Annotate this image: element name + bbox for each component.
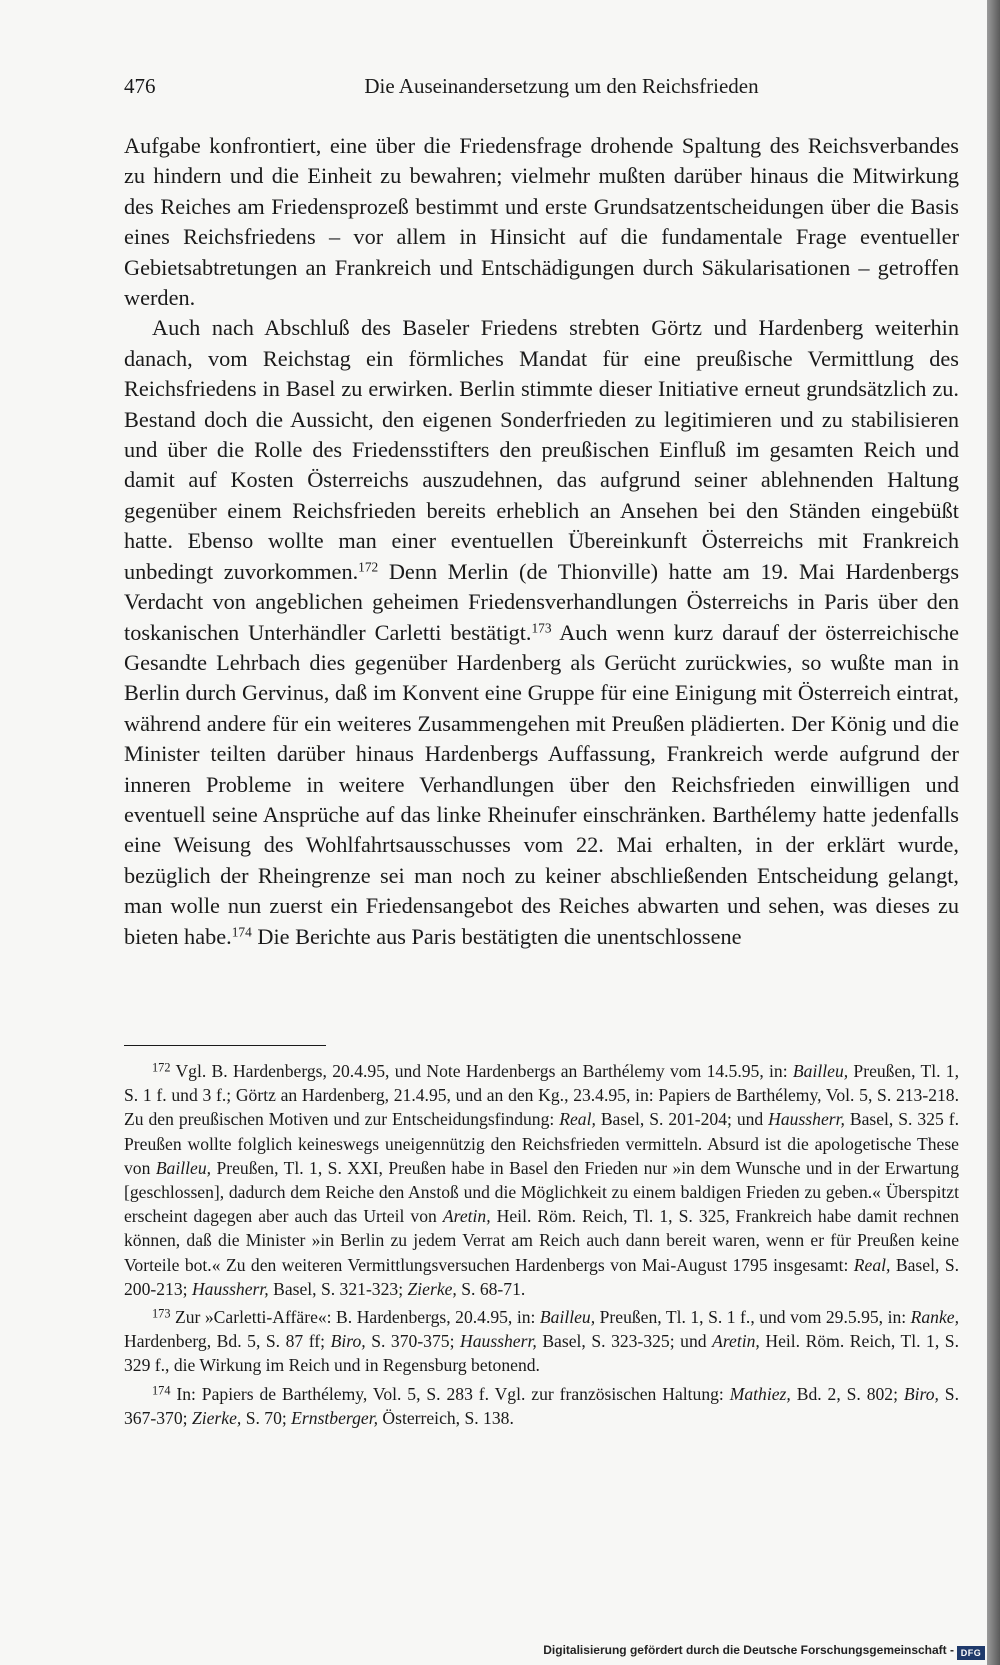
footnote-text: Preußen, Tl. 1, S. XXI, Preußen habe in Basel den Frieden nur »in dem Wunsche und in der Erwartung [geschlossen], dadurch dem Reiche den Anstoß und die Möglichkeit zu einem baldigen Frieden zu geben.« Überspitzt erscheint dagegen aber auch das Urteil von — [124, 1157, 959, 1227]
author-name: Real, — [559, 1109, 596, 1130]
paragraph-2-part-d: Die Berichte aus Paris bestätigten die unentschlossene — [251, 923, 742, 949]
footnote-text: S. 68-71. — [456, 1278, 526, 1299]
footnote-text: Heil. Röm. Reich, Tl. 1, S. 325, Frankreich habe damit rechnen können, daß die Minister »in Berlin zu jedem Verrat am Reich auch dann bereit waren, wenn er für Preußen keine Vorteile bot.« Zu den weiteren Vermittlungsversuchen Hardenbergs von Mai-August 1795 insgesamt: — [124, 1206, 959, 1275]
author-name: Mathiez, — [729, 1383, 791, 1404]
running-title: Die Auseinandersetzung um den Reichsfrieden — [364, 74, 759, 98]
footnote-text: Preußen, Tl. 1, S. 1 f. und 3 f.; Görtz an Hardenberg, 21.4.95, und an den Kg., 23.4.95, in: Papiers de Barthélemy, Vol. 5, S. 213-218. Zu den preußischen Motiven und zur Entscheidungsfindung: — [124, 1061, 959, 1130]
author-name: Zierke, — [191, 1407, 242, 1428]
footnote-text: S. 70; — [241, 1407, 292, 1428]
footnote-text: In: Papiers de Barthélemy, Vol. 5, S. 283 f. Vgl. zur französischen Haltung: — [170, 1383, 730, 1404]
page-edge-shadow — [987, 0, 1000, 1665]
footnote-text: Basel, S. 200-213; — [124, 1254, 959, 1299]
author-name: Bailleu, — [539, 1307, 596, 1328]
footnote-text: S. 367-370; — [124, 1383, 959, 1428]
author-name: Aretin, — [442, 1206, 491, 1227]
footnote-number: 173 — [152, 1306, 171, 1321]
author-name: Real, — [853, 1254, 891, 1275]
paragraph-1: Aufgabe konfrontiert, eine über die Friedensfrage drohende Spaltung des Reichsverbandes zu hindern und die Einheit zu bewahren; vielmehr mußten darüber hinaus die Mitwirkung des Reiches am Friedensprozeß bestimmt und erste Grundsatzentscheidungen über die Basis eines Reichsfriedens – vor allem in Hinsicht auf die fundamentale Frage eventueller Gebietsabtretungen an Frankreich und Entschädigungen durch Säkularisationen – getroffen werden. — [124, 133, 959, 311]
footnote-ref-172[interactable]: 172 — [358, 559, 379, 575]
paragraph-2-part-a: Auch nach Abschluß des Baseler Friedens strebten Görtz und Hardenberg weiterhin danach, vom Reichstag ein förmliches Mandat für eine preußische Vermittlung des Reichsfriedens in Basel zu erwirken. Berlin stimmte dieser Initiative erneut grundsätzlich zu. Bestand doch die Aussicht, den eigenen Sonderfrieden zu legitimieren und zu stabilisieren und über die Rolle des Friedensstifters den preußischen Einfluß im gesamten Reich und damit auf Kosten Österreichs auszudehnen, das aufgrund seiner ablehnenden Haltung gegenüber einem Reichsfrieden bereits erheblich an Ansehen bei den Ständen eingebüßt hatte. Ebenso wollte man einer eventuellen Übereinkunft Österreichs mit Frankreich unbedingt zuvorkommen. — [124, 315, 959, 584]
footnote-text: Vgl. B. Hardenbergs, 20.4.95, und Note Hardenbergs an Barthélemy vom 14.5.95, in: — [170, 1061, 793, 1081]
author-name: Zierke, — [407, 1278, 457, 1299]
footnote-number: 172 — [152, 1060, 171, 1075]
dfg-logo: DFG — [957, 1646, 985, 1660]
author-name: Bailleu, — [155, 1157, 212, 1178]
footnote-ref-173[interactable]: 173 — [531, 620, 552, 636]
footnote-text: Heil. Röm. Reich, Tl. 1, S. 329 f., die Wirkung im Reich und in Regensburg betonend. — [124, 1331, 959, 1376]
main-text — [124, 131, 959, 952]
footnote-number: 174 — [152, 1383, 171, 1398]
footnote-divider — [124, 1045, 326, 1046]
footnote-text: Hardenberg, Bd. 5, S. 87 ff; — [124, 1331, 331, 1352]
author-name: Ranke, — [910, 1307, 959, 1328]
author-name: Haussherr, — [768, 1109, 845, 1130]
footnote-text: Zur »Carletti-Affäre«: B. Hardenbergs, 20.4.95, in: — [170, 1307, 540, 1328]
footnote-text: Basel, S. 201-204; und — [595, 1109, 769, 1130]
footnote-text: Basel, S. 323-325; und — [536, 1331, 713, 1352]
page-number: 476 — [124, 74, 156, 98]
footnote-text: Basel, S. 325 f. Preußen wollte folglich keineswegs uneigennützig den Reichsfrieden vermitteln. Absurd ist die apologetische These von — [124, 1109, 959, 1178]
page-header — [124, 74, 959, 106]
author-name: Aretin, — [712, 1331, 760, 1352]
footnote-174 — [124, 1382, 959, 1430]
paragraph-2-part-b: Denn Merlin (de Thionville) hatte am 19. Mai Hardenbergs Verdacht von angeblichen geheimen Friedensverhandlungen Österreichs in Paris über den toskanischen Unterhändler Carletti bestätigt. — [124, 558, 959, 645]
footnote-text: Preußen, Tl. 1, S. 1 f., und vom 29.5.95, in: — [595, 1307, 911, 1328]
footnote-172 — [124, 1059, 959, 1301]
footnote-173 — [124, 1305, 959, 1378]
paragraph-2-part-c: Auch wenn kurz darauf der österreichische Gesandte Lehrbach dies gegenüber Hardenberg als Gerücht zurückwies, so wußte man in Berlin durch Gervinus, daß im Konvent eine Gruppe für eine Einigung mit Österreich eintrat, während andere für ein weiteres Zusammengehen mit Preußen plädierten. Der König und die Minister teilten darüber hinaus Hardenbergs Auffassung, Frankreich werde aufgrund der inneren Probleme in weitere Verhandlungen über den Reichsfrieden einwilligen und eventuell seine Ansprüche auf das linke Rheinufer einschränken. Barthélemy hatte jedenfalls eine Weisung des Wohlfahrtsausschusses vom 22. Mai erhalten, in der erklärt wurde, bezüglich der Rheingrenze sei man noch zu keiner abschließenden Entscheidung gelangt, man wolle nun zuerst ein Friedensangebot des Reiches abwarten und sehen, was dieses zu bieten habe. — [124, 619, 959, 949]
author-name: Haussherr, — [191, 1278, 269, 1299]
author-name: Biro, — [903, 1383, 939, 1404]
footnote-text: S. 370-375; — [365, 1331, 461, 1352]
footnote-ref-174[interactable]: 174 — [231, 924, 252, 940]
author-name: Haussherr, — [460, 1331, 537, 1352]
footnote-text: Österreich, S. 138. — [378, 1407, 514, 1428]
paragraph-2 — [124, 313, 959, 952]
footnote-text: Basel, S. 321-323; — [268, 1278, 408, 1299]
author-name: Bailleu, — [792, 1061, 849, 1081]
footnotes — [124, 1059, 959, 1430]
footnote-text: Bd. 2, S. 802; — [790, 1383, 904, 1404]
author-name: Ernstberger, — [291, 1407, 378, 1428]
digitization-credit: Digitalisierung gefördert durch die Deutsche Forschungsgemeinschaft - — [543, 1643, 954, 1657]
author-name: Biro, — [330, 1331, 366, 1352]
